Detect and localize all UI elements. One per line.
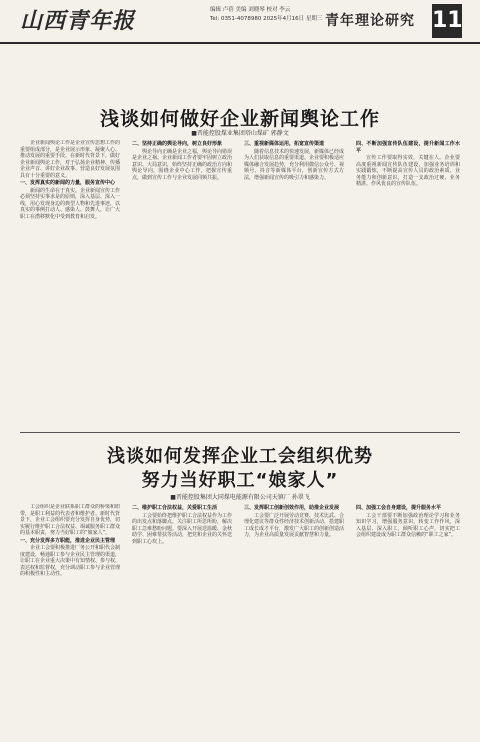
article1-paragraph: 宣传工作要取得实效，关键在人。企业要高度重视新闻宣传队伍建设，加强业务培训和实践锻炼，不断提高宣传人员的政治素质、业务能力和创新意识，打造一支政治过硬、业务精湛、作风优良的宣传队伍。 [356,155,460,187]
article1-byline: ■晋能控股煤业集团塔山煤矿 郭静文 [191,130,289,137]
article2-paragraph: 企业工会要积极推进厂务公开和职代会制度建设，畅通职工参与企业民主管理的渠道，让职工在企业重大决策中有知情权、参与权、表达权和监督权，充分调动职工参与企业管理的积极性和主动性。 [20,545,120,577]
page-number: 11 [432,4,462,38]
article2-subhead: 四、加强工会自身建设，提升服务水平 [356,505,442,511]
edition-meta [210,6,322,24]
article2-title-line-1: 浅谈如何发挥企业工会组织优势 [107,446,373,467]
article1-paragraph: 新闻的生命在于真实。企业新闻宣传工作必须坚持实事求是的原则，深入基层、深入一线，用心发现身边的典型人物和先进事迹，以真实的事例打动人、感染人、鼓舞人，让广大职工在潜移默化中受到教育和启发。 [20,187,120,220]
newspaper-logo: 山西青年报 [20,8,136,34]
article2-title-line-2: 努力当好职工“娘家人” [141,470,339,491]
article1-paragraph: 舆论导向正确是企业之福，舆论导向错误是企业之祸。企业新闻工作者要牢固树立政治意识、大局意识，始终坚持正确的政治方向和舆论导向，围绕企业中心工作，把握宣传重点，做到宣传工作与企业发展同频共振。 [132,148,232,181]
article1-column-2 [132,140,232,425]
article1-subhead: 二、坚持正确的舆论导向，树立良好形象 [132,141,223,147]
article1-subhead: 四、不断加强宣传队伍建设，提升新闻工作水平 [356,141,460,154]
article2-column-2 [132,504,232,736]
article2-paragraph: 工会要始终把维护职工合法权益作为工作的出发点和落脚点，关注职工所思所盼，解决职工急难愁盼问题。要深入开展送温暖、金秋助学、困难帮扶等活动，把党和企业的关怀送到职工心坎上。 [132,512,232,545]
article2-subhead: 一、充分发挥多方职能，推进企业民主管理 [20,537,116,544]
section-title: 青年理论研究 [325,13,415,29]
editor-line: 编辑 卢蓓 美编 刘晓琴 校对 李云 [210,7,291,13]
article1-subhead: 一、发挥真实的新闻的力量，服务宣传中心 [20,180,116,186]
article1-paragraph: 企业新闻舆论工作是企业宣传思想工作的重要组成部分，是企业展示形象、凝聚人心、推动发展的重要手段。在新时代背景下，做好企业新闻舆论工作，对于弘扬企业精神、传播企业声音、讲好企业故事、营造良好发展氛围具有十分重要的意义。 [20,140,120,179]
article1-column-4 [356,140,460,425]
masthead [0,0,480,44]
article2-column-4 [356,504,460,736]
article2-column-1 [20,504,120,736]
article2-paragraph: 工会干部要不断加强政治理论学习和业务知识学习，增强服务意识，转变工作作风，深入基层、深入职工，倾听职工心声，切实把工会组织建设成为职工群众信赖的“职工之家”。 [356,512,460,538]
article2-subhead: 三、发挥职工创新创效作用，助推企业发展 [244,505,340,511]
article1-paragraph: 随着信息技术的快速发展，新媒体已经成为人们获取信息的重要渠道。企业要积极适应媒体融合发展趋势，充分利用微信公众号、视频号、抖音等新媒体平台，创新宣传方式方法，增强新闻宣传的吸引力和感染力。 [244,148,344,181]
article2-paragraph: 工会组织是企业联系职工群众的桥梁和纽带，是职工利益的代表者和维护者。新时代背景下，企业工会组织要充分发挥自身优势，切实履行维护职工合法权益、竭诚服务职工群众的基本职责，努力当好职工的“娘家人”。 [20,504,120,536]
article1-subhead: 三、重视新媒体运用，拓宽宣传渠道 [244,141,325,147]
article2-column-3 [244,504,344,736]
article1-title: 浅谈如何做好企业新闻舆论工作 [99,108,380,130]
date-line: Tel: 0351-4078980 2025年4月16日 星期三 [210,16,323,22]
article2-subhead: 二、维护职工合法权益，关爱职工生活 [132,505,218,511]
article2-byline: ■晋能控股集团大同煤电能源有限公司天镇厂 孙翠飞 [170,494,310,501]
article1-column-3 [244,140,344,425]
article2-paragraph: 工会要广泛开展劳动竞赛、技术比武、合理化建议等群众性经济技术创新活动，搭建职工成长成才平台，激发广大职工的创新创造活力，为企业高质量发展贡献智慧和力量。 [244,512,344,538]
article1-column-1 [20,140,120,425]
article-divider [20,432,460,433]
